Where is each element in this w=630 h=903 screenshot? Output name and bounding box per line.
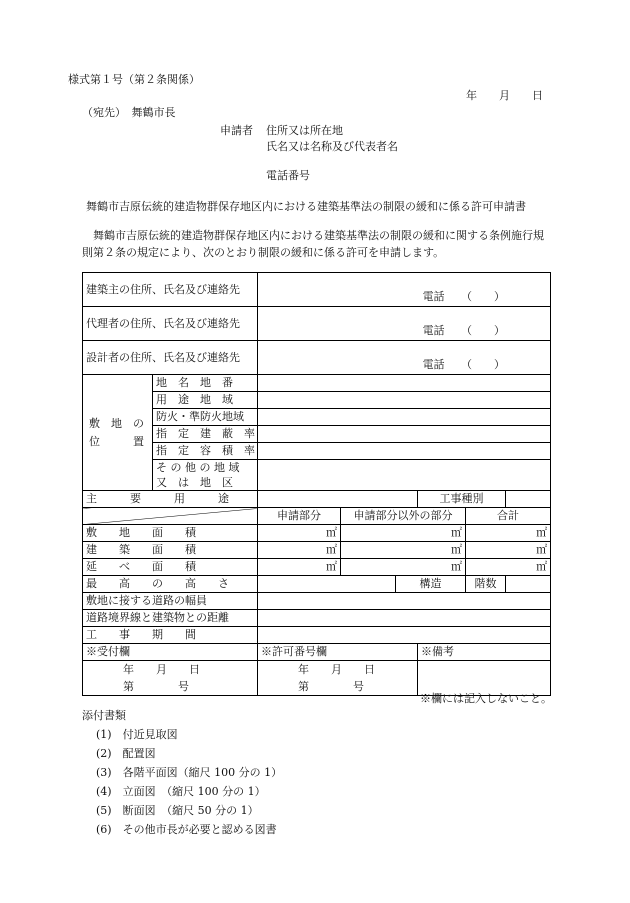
- area-apply-field[interactable]: ㎡: [258, 559, 341, 576]
- floors-field[interactable]: [506, 576, 551, 593]
- attachment-item: (4) 立面図 （縮尺 100 分の 1）: [96, 785, 266, 798]
- road-width-field[interactable]: [258, 593, 551, 610]
- form-title: 舞鶴市吉原伝統的建造物群保存地区内における建築基準法の制限の緩和に係る許可申請書: [86, 200, 526, 213]
- boundary-distance-field[interactable]: [258, 610, 551, 627]
- diagonal-header-cell: [83, 508, 258, 525]
- site-row-label: そ の 他 の 地 域 又 は 地 区: [153, 460, 258, 491]
- site-row-field[interactable]: [258, 460, 551, 491]
- floors-label: 階数: [466, 576, 506, 593]
- site-row-field[interactable]: [258, 409, 551, 426]
- site-row-label: 地 名 地 番: [153, 375, 258, 392]
- site-row-field[interactable]: [258, 426, 551, 443]
- addressee: （宛先） 舞鶴市長: [82, 106, 176, 119]
- attachment-item: (1) 付近見取図: [96, 728, 178, 741]
- remarks-label: ※備考: [418, 644, 551, 661]
- site-location-label: 敷 地 の 位 置: [83, 375, 153, 491]
- site-row-label: 用 途 地 域: [153, 392, 258, 409]
- date-line: 年 月 日: [466, 89, 543, 102]
- area-other-field[interactable]: ㎡: [341, 525, 466, 542]
- col-header-apply: 申請部分: [258, 508, 341, 525]
- application-form-table: [82, 272, 551, 696]
- address-label: 住所又は所在地: [266, 124, 343, 137]
- area-apply-field[interactable]: ㎡: [258, 525, 341, 542]
- area-total-field[interactable]: ㎡: [466, 542, 551, 559]
- reception-box: [83, 661, 258, 696]
- designer-label: 設計者の住所、氏名及び連絡先: [83, 341, 258, 375]
- attachments-section: [82, 706, 282, 839]
- designer-field[interactable]: 電話 （ ）: [258, 341, 551, 375]
- area-row-label: 延 べ 面 積: [83, 559, 258, 576]
- attachments-heading: 添付書類: [82, 709, 126, 722]
- site-row-field[interactable]: [258, 392, 551, 409]
- permit-number: 第 号: [298, 680, 364, 693]
- agent-label: 代理者の住所、氏名及び連絡先: [83, 307, 258, 341]
- remarks-box: [418, 661, 551, 696]
- site-row-label: 防火・準防火地域: [153, 409, 258, 426]
- reception-label: ※受付欄: [83, 644, 258, 661]
- road-width-label: 敷地に接する道路の幅員: [83, 593, 258, 610]
- intro-text: 舞鶴市吉原伝統的建造物群保存地区内における建築基準法の制限の緩和に関する条例施行規則第２条の規定により、次のとおり制限の緩和に係る許可を申請します。: [82, 229, 544, 259]
- area-total-field[interactable]: ㎡: [466, 559, 551, 576]
- height-label: 最 高 の 高 さ: [83, 576, 258, 593]
- main-use-label: 主 要 用 途: [83, 491, 258, 508]
- main-use-field[interactable]: [258, 491, 418, 508]
- permit-date: 年 月 日: [298, 663, 375, 676]
- col-header-other: 申請部分以外の部分: [341, 508, 466, 525]
- area-total-field[interactable]: ㎡: [466, 525, 551, 542]
- work-type-label: 工事種別: [418, 491, 506, 508]
- agent-field[interactable]: 電話 （ ）: [258, 307, 551, 341]
- phone-label: 電話番号: [266, 169, 310, 182]
- height-field[interactable]: [258, 576, 396, 593]
- attachment-item: (6) その他市長が必要と認める図書: [96, 823, 277, 836]
- reception-date: 年 月 日: [123, 663, 200, 676]
- area-other-field[interactable]: ㎡: [341, 542, 466, 559]
- area-row-label: 建 築 面 積: [83, 542, 258, 559]
- permit-no-box: [258, 661, 418, 696]
- attachment-item: (2) 配置図: [96, 747, 156, 760]
- note-text: ※欄には記入しないこと。: [420, 692, 552, 705]
- site-row-label: 指 定 容 積 率: [153, 443, 258, 460]
- owner-label: 建築主の住所、氏名及び連絡先: [83, 273, 258, 307]
- permit-no-label: ※許可番号欄: [258, 644, 418, 661]
- boundary-distance-label: 道路境界線と建築物との距離: [83, 610, 258, 627]
- attachment-item: (5) 断面図 （縮尺 50 分の 1）: [96, 804, 259, 817]
- attachment-item: (3) 各階平面図（縮尺 100 分の 1）: [96, 766, 283, 779]
- owner-field[interactable]: 電話 （ ）: [258, 273, 551, 307]
- col-header-total: 合計: [466, 508, 551, 525]
- applicant-label: 申請者: [220, 124, 253, 137]
- period-field[interactable]: [258, 627, 551, 644]
- site-row-label: 指 定 建 蔽 率: [153, 426, 258, 443]
- reception-number: 第 号: [123, 680, 189, 693]
- area-other-field[interactable]: ㎡: [341, 559, 466, 576]
- area-apply-field[interactable]: ㎡: [258, 542, 341, 559]
- structure-label: 構造: [396, 576, 466, 593]
- site-row-field[interactable]: [258, 443, 551, 460]
- name-label: 氏名又は名称及び代表者名: [266, 140, 398, 153]
- area-row-label: 敷 地 面 積: [83, 525, 258, 542]
- period-label: 工 事 期 間: [83, 627, 258, 644]
- site-row-field[interactable]: [258, 375, 551, 392]
- form-number: 様式第１号（第２条関係）: [68, 73, 200, 86]
- work-type-field[interactable]: [506, 491, 551, 508]
